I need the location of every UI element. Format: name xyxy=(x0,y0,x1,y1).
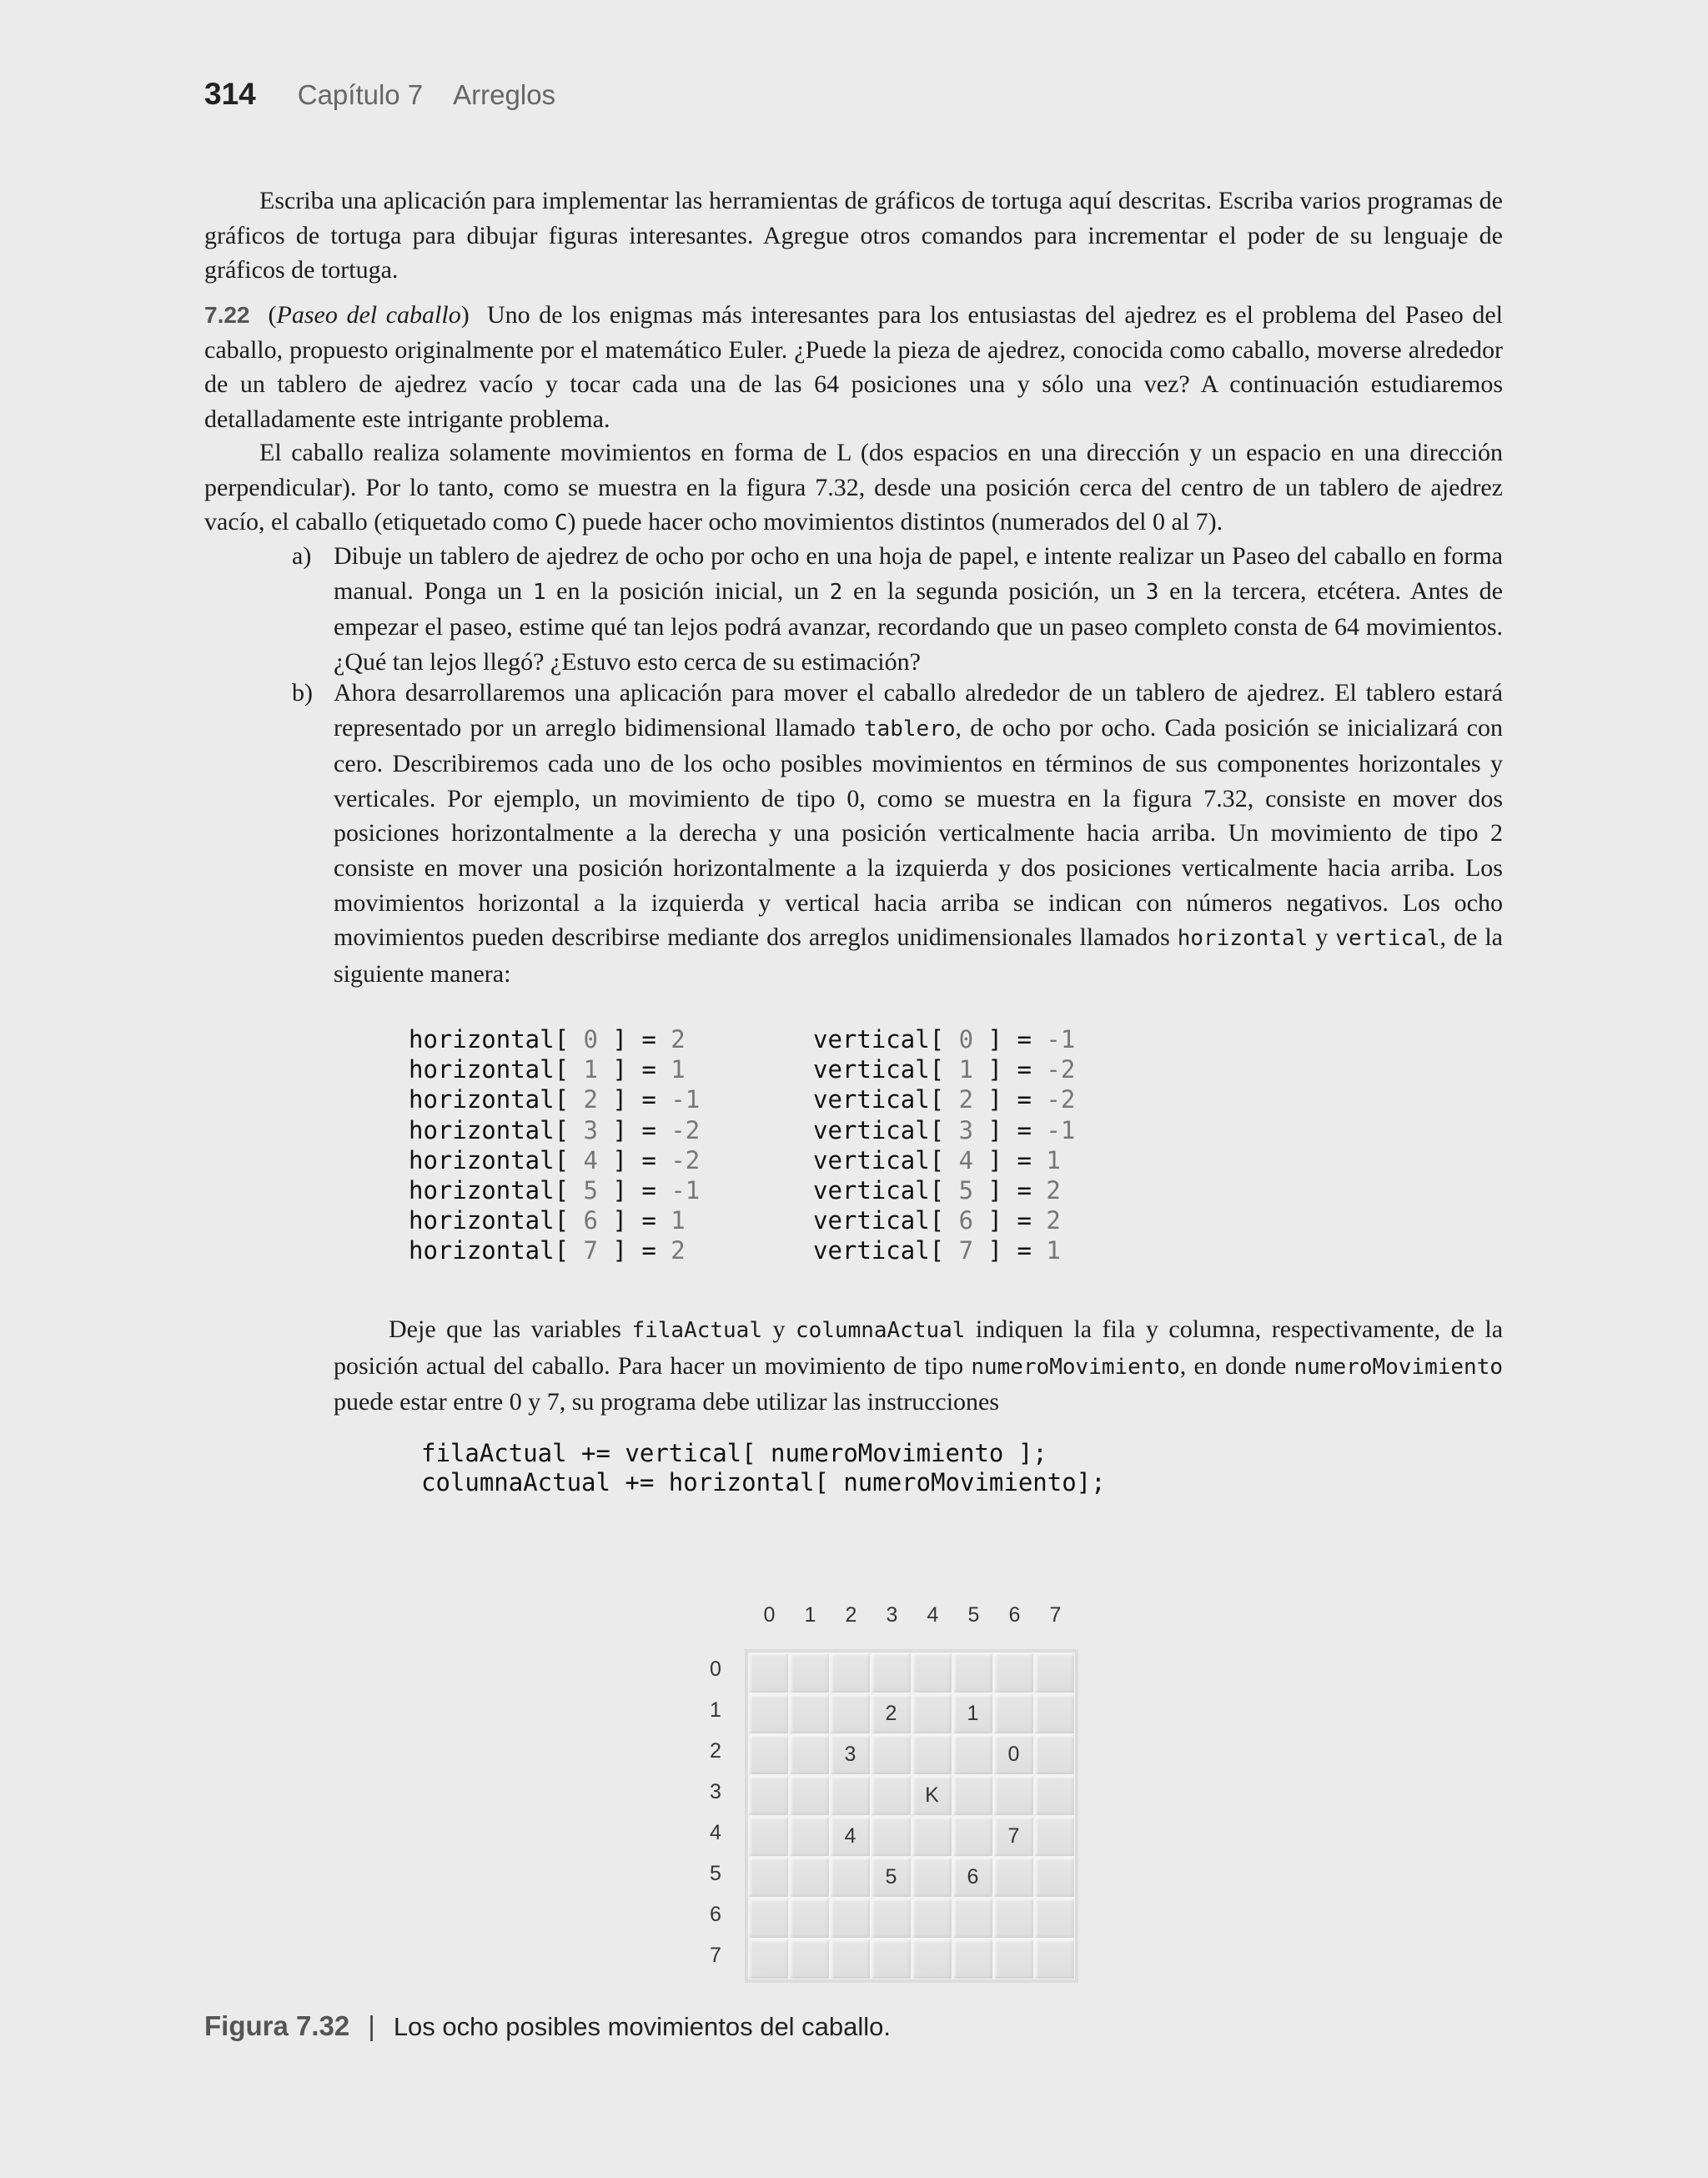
horizontal-assignment xyxy=(409,1084,813,1114)
horizontal-assignment xyxy=(409,1235,813,1265)
code-token: horizontal[ xyxy=(409,1236,584,1265)
code-token: 0 xyxy=(583,1025,598,1054)
vertical-assignment xyxy=(813,1175,1218,1205)
code-token: 2 xyxy=(671,1025,686,1054)
row-label: 5 xyxy=(710,1862,721,1885)
code-token: -1 xyxy=(671,1085,701,1114)
code-token: horizontal[ xyxy=(409,1115,584,1144)
board-square xyxy=(789,1652,830,1693)
code-token: 6 xyxy=(583,1206,598,1235)
deje-code: numeroMovimiento xyxy=(1294,1354,1503,1380)
column-labels xyxy=(749,1603,1076,1627)
code-token: ] = xyxy=(973,1025,1047,1054)
board-square xyxy=(993,1775,1034,1816)
row-label: 7 xyxy=(710,1944,721,1967)
horizontal-assignment xyxy=(409,1145,813,1175)
code-token: 2 xyxy=(583,1085,598,1114)
move-arrays-code xyxy=(409,1024,1218,1266)
horizontal-assignment xyxy=(409,1205,813,1235)
board-square xyxy=(830,1693,871,1734)
chapter-label: Capítulo 7 xyxy=(297,79,424,110)
deje-code: filaActual xyxy=(631,1318,762,1343)
horizontal-assignment xyxy=(409,1054,813,1084)
board-square xyxy=(952,1898,993,1939)
board-square xyxy=(748,1857,789,1898)
item-b xyxy=(292,676,1503,991)
item-a-text: Dibuje un tablero de ajedrez de ocho por ocho en una hoja de papel, e intente realizar un Paseo del caballo en forma manual. Ponga un xyxy=(334,542,1503,605)
item-a-code: 2 xyxy=(829,579,843,605)
code-token: horizontal[ xyxy=(409,1055,584,1084)
vertical-assignment xyxy=(813,1145,1218,1175)
code-token: horizontal[ xyxy=(409,1085,584,1114)
board-square xyxy=(871,1775,912,1816)
code-line: columnaActual += horizontal[ numeroMovimiento]; xyxy=(421,1468,1106,1496)
code-token: ] = xyxy=(973,1085,1047,1114)
code-row xyxy=(409,1205,1218,1235)
code-token: ] = xyxy=(597,1206,671,1235)
code-token: vertical[ xyxy=(813,1055,959,1084)
board-square xyxy=(952,1939,993,1979)
code-token: vertical[ xyxy=(813,1115,959,1144)
caption-separator: | xyxy=(368,2010,375,2041)
code-token: 2 xyxy=(958,1085,974,1114)
row-label: 4 xyxy=(710,1821,721,1844)
code-token: ] = xyxy=(973,1176,1047,1205)
code-token: ] = xyxy=(597,1055,671,1084)
code-token: -1 xyxy=(1046,1025,1076,1054)
code-token: 4 xyxy=(583,1145,598,1175)
deje-text: puede estar entre 0 y 7, su programa debe utilizar las instrucciones xyxy=(334,1388,1000,1416)
horizontal-assignment xyxy=(409,1024,813,1054)
code-token: ] = xyxy=(597,1236,671,1265)
board-square xyxy=(1034,1816,1075,1857)
code-token: -2 xyxy=(1046,1055,1076,1084)
code-token: vertical[ xyxy=(813,1236,959,1265)
board-square xyxy=(871,1939,912,1979)
code-token: vertical[ xyxy=(813,1085,959,1114)
item-b-text: Ahora desarrollaremos una aplicación para mover el caballo alrededor de un tablero de ajedrez. El tablero estará representado por un arreglo bidimensional llamado xyxy=(334,679,1503,742)
code-token: 1 xyxy=(671,1206,686,1235)
column-label: 0 xyxy=(763,1603,776,1627)
board-square xyxy=(789,1857,830,1898)
chapter-name: Arreglos xyxy=(453,79,556,110)
code-row xyxy=(409,1115,1218,1145)
board-square xyxy=(748,1775,789,1816)
vertical-assignment xyxy=(813,1024,1218,1054)
code-token: horizontal[ xyxy=(409,1025,584,1054)
item-a-text: en la segunda posición, un xyxy=(842,576,1146,605)
code-line: filaActual += vertical[ numeroMovimiento ]; xyxy=(421,1439,1047,1467)
board-square xyxy=(748,1939,789,1979)
board-square xyxy=(993,1652,1034,1693)
board-square xyxy=(789,1693,830,1734)
board-square xyxy=(912,1857,952,1898)
code-token: -1 xyxy=(671,1176,701,1205)
deje-text: y xyxy=(762,1315,796,1343)
board-square xyxy=(1034,1652,1075,1693)
code-token: horizontal[ xyxy=(409,1176,584,1205)
code-token: 5 xyxy=(958,1176,974,1205)
code-row xyxy=(409,1175,1218,1205)
board-square: 4 xyxy=(830,1816,871,1857)
code-token: ] = xyxy=(597,1085,671,1114)
board-square xyxy=(1034,1775,1075,1816)
l-text-1: El caballo realiza solamente movimientos en forma de L (dos espacios en una dirección y un espacio en una dirección perpendicular). Por lo tanto, como se muestra en la figura 7.32, desde una posición cerca del centro de un tablero de ajedrez vacío, el caballo (etiquetado como xyxy=(204,439,1503,536)
board-square xyxy=(1034,1898,1075,1939)
row-labels xyxy=(699,1649,732,1976)
exercise-text: Uno de los enigmas más interesantes para los entusiastas del ajedrez es el problema del Paseo del caballo, propuesto originalmente por el matemático Euler. ¿Puede la pieza de ajedrez, conocida como caballo, moverse alrededor de un tablero de ajedrez vacío y tocar cada una de las 64 posiciones una y sólo una vez? A continuación estudiaremos detalladamente este intrigante problema. xyxy=(204,301,1503,433)
page-number: 314 xyxy=(204,77,256,111)
item-b-code: tablero xyxy=(863,716,956,742)
item-b-code: vertical xyxy=(1335,926,1440,952)
code-token: 3 xyxy=(958,1115,974,1144)
board-square xyxy=(789,1816,830,1857)
board-square xyxy=(789,1898,830,1939)
item-a-label: a) xyxy=(292,542,312,570)
caption-text: Los ocho posibles movimientos del caballo. xyxy=(393,2012,892,2041)
code-token: 1 xyxy=(1046,1145,1061,1175)
item-a-text: en la tercera, etcétera. Antes de empezar el paseo, estime qué tan lejos podrá avanzar, recordando que un paseo completo consta de 64 movimientos. ¿Qué tan lejos llegó? ¿Estuvo esto cerca de su estimación? xyxy=(334,576,1503,676)
board-square: 1 xyxy=(952,1693,993,1734)
board-square xyxy=(871,1734,912,1775)
board-square: 5 xyxy=(871,1857,912,1898)
vertical-assignment xyxy=(813,1054,1218,1084)
item-b-text: , de ocho por ocho. Cada posición se inicializará con cero. Describiremos cada uno de los ocho posibles movimientos en términos de sus componentes horizontales y verticales. Por ejemplo, un movimiento de tipo 0, como se muestra en la figura 7.32, consiste en mover dos posiciones horizontalmente a la derecha y una posición verticalmente hacia arriba. Un movimiento de tipo 2 consiste en mover una posición horizontalmente a la izquierda y dos posiciones verticalmente hacia arriba. Los movimientos horizontal a la izquierda y vertical hacia arriba se indican con números negativos. Los ocho movimientos pueden describirse mediante dos arreglos unidimensionales llamados xyxy=(334,713,1503,952)
board-square xyxy=(789,1734,830,1775)
board-square xyxy=(748,1693,789,1734)
board-square xyxy=(830,1857,871,1898)
board-square xyxy=(789,1775,830,1816)
item-a xyxy=(292,539,1503,679)
column-label: 5 xyxy=(967,1603,980,1627)
board-square xyxy=(748,1898,789,1939)
code-token: ] = xyxy=(597,1145,671,1175)
column-label: 6 xyxy=(1008,1603,1021,1627)
code-row xyxy=(409,1054,1218,1084)
item-b-code: horizontal xyxy=(1177,926,1309,952)
board-square xyxy=(1034,1693,1075,1734)
code-token: ] = xyxy=(597,1025,671,1054)
code-row xyxy=(409,1145,1218,1175)
code-token: -2 xyxy=(671,1145,701,1175)
board-square: 0 xyxy=(993,1734,1034,1775)
board-square xyxy=(912,1816,952,1857)
board-square xyxy=(1034,1734,1075,1775)
board-square: K xyxy=(912,1775,952,1816)
board-square xyxy=(912,1693,952,1734)
code-token: 1 xyxy=(671,1055,686,1084)
code-token: ] = xyxy=(973,1115,1047,1144)
deje-text: indiquen la fila y columna, respectivamente, de la posición actual del caballo. Para hacer un movimiento de tipo xyxy=(334,1315,1504,1380)
board-square xyxy=(830,1775,871,1816)
item-b-text: , de la siguiente manera: xyxy=(334,923,1503,988)
code-token: 6 xyxy=(958,1206,974,1235)
code-token: vertical[ xyxy=(813,1025,959,1054)
vertical-assignment xyxy=(813,1235,1218,1265)
code-token: ] = xyxy=(973,1055,1047,1084)
vertical-assignment xyxy=(813,1115,1218,1145)
row-label: 2 xyxy=(710,1739,721,1763)
item-a-code: 3 xyxy=(1145,579,1159,605)
code-token: horizontal[ xyxy=(409,1145,584,1175)
board-square xyxy=(1034,1939,1075,1979)
board-square xyxy=(830,1898,871,1939)
code-token: 1 xyxy=(583,1055,598,1084)
knight-moves-figure xyxy=(699,1595,1074,1979)
deje-text: Deje que las variables xyxy=(389,1315,632,1343)
board-square xyxy=(1034,1857,1075,1898)
code-token: 2 xyxy=(1046,1176,1061,1205)
intro-paragraph: Escriba una aplicación para implementar las herramientas de gráficos de tortuga aquí descritas. Escriba varios programas de gráficos de tortuga para dibujar figuras interesantes. Agregue otros comandos para incrementar el poder de su lenguaje de gráficos de tortuga. xyxy=(204,187,1503,284)
row-label: 6 xyxy=(710,1903,721,1926)
code-token: vertical[ xyxy=(813,1206,959,1235)
item-b-label: b) xyxy=(292,679,313,707)
board-square xyxy=(830,1939,871,1979)
board-square xyxy=(871,1652,912,1693)
code-token: ] = xyxy=(973,1145,1047,1175)
code-row xyxy=(409,1024,1218,1054)
board-square xyxy=(912,1939,952,1979)
board-square: 6 xyxy=(952,1857,993,1898)
board-square: 7 xyxy=(993,1816,1034,1857)
caption-label: Figura 7.32 xyxy=(204,2010,350,2041)
code-token: -2 xyxy=(671,1115,701,1144)
page-header xyxy=(204,77,555,123)
board-square xyxy=(912,1734,952,1775)
column-label: 3 xyxy=(886,1603,898,1627)
deje-code: numeroMovimiento xyxy=(971,1354,1180,1380)
code-token: ] = xyxy=(973,1236,1047,1265)
board-square xyxy=(748,1816,789,1857)
l-code: C xyxy=(554,511,568,536)
board-square xyxy=(993,1693,1034,1734)
board-square xyxy=(952,1734,993,1775)
code-token: 1 xyxy=(958,1055,974,1084)
board-square: 2 xyxy=(871,1693,912,1734)
board-square xyxy=(871,1816,912,1857)
deje-text: , en donde xyxy=(1179,1351,1294,1380)
l-text-2: ) puede hacer ocho movimientos distintos (numerados del 0 al 7). xyxy=(567,508,1223,536)
code-token: horizontal[ xyxy=(409,1206,584,1235)
code-token: -1 xyxy=(1046,1115,1076,1144)
l-move-paragraph xyxy=(204,435,1503,541)
column-label: 7 xyxy=(1049,1603,1062,1627)
code-token: 5 xyxy=(583,1176,598,1205)
board-square xyxy=(748,1734,789,1775)
board-square xyxy=(952,1652,993,1693)
code-token: ] = xyxy=(597,1115,671,1144)
board-square: 3 xyxy=(830,1734,871,1775)
chessboard xyxy=(745,1649,1078,1983)
update-instructions-code xyxy=(421,1439,1106,1497)
board-square xyxy=(830,1652,871,1693)
code-row xyxy=(409,1084,1218,1114)
current-position-paragraph xyxy=(334,1312,1503,1420)
code-row xyxy=(409,1235,1218,1265)
horizontal-assignment xyxy=(409,1115,813,1145)
column-label: 1 xyxy=(804,1603,816,1627)
code-token: ] = xyxy=(973,1206,1047,1235)
column-label: 2 xyxy=(845,1603,857,1627)
board-square xyxy=(748,1652,789,1693)
code-token: vertical[ xyxy=(813,1176,959,1205)
figure-caption xyxy=(204,2010,891,2042)
code-token: 7 xyxy=(583,1236,598,1265)
deje-code: columnaActual xyxy=(795,1318,966,1343)
code-token: -2 xyxy=(1046,1085,1076,1114)
board-square xyxy=(912,1898,952,1939)
vertical-assignment xyxy=(813,1205,1218,1235)
code-token: vertical[ xyxy=(813,1145,959,1175)
exercise-title: Paseo del caballo xyxy=(276,301,461,329)
board-square xyxy=(993,1939,1034,1979)
board-square xyxy=(912,1652,952,1693)
board-square xyxy=(952,1816,993,1857)
code-token: 7 xyxy=(958,1236,974,1265)
code-token: 2 xyxy=(671,1236,686,1265)
code-token: 2 xyxy=(1046,1206,1061,1235)
exercise-number: 7.22 xyxy=(204,302,250,328)
board-square xyxy=(993,1898,1034,1939)
board-square xyxy=(871,1898,912,1939)
code-token: 4 xyxy=(958,1145,974,1175)
code-token: 3 xyxy=(583,1115,598,1144)
row-label: 0 xyxy=(710,1657,721,1681)
item-a-code: 1 xyxy=(532,579,546,605)
item-b-text: y xyxy=(1308,923,1336,952)
row-label: 3 xyxy=(710,1780,721,1803)
exercise-paragraph: 7.22 (Paseo del caballo) Uno de los enigmas más interesantes para los entusiastas del ajedrez es el problema del Paseo del caballo, propuesto originalmente por el matemático Euler. ¿Puede la pieza de ajedrez, conocida como caballo, moverse alrededor de un tablero de ajedrez vacío y tocar cada una de las 64 posiciones una y sólo una vez? A continuación estudiaremos detalladamente este intrigante problema. xyxy=(204,301,1503,433)
vertical-assignment xyxy=(813,1084,1218,1114)
board-square xyxy=(789,1939,830,1979)
board-square xyxy=(952,1775,993,1816)
horizontal-assignment xyxy=(409,1175,813,1205)
row-label: 1 xyxy=(710,1698,721,1722)
code-token: 0 xyxy=(958,1025,974,1054)
code-token: 1 xyxy=(1046,1236,1061,1265)
column-label: 4 xyxy=(927,1603,939,1627)
board-square xyxy=(993,1857,1034,1898)
code-token: ] = xyxy=(597,1176,671,1205)
item-a-text: en la posición inicial, un xyxy=(545,576,830,605)
